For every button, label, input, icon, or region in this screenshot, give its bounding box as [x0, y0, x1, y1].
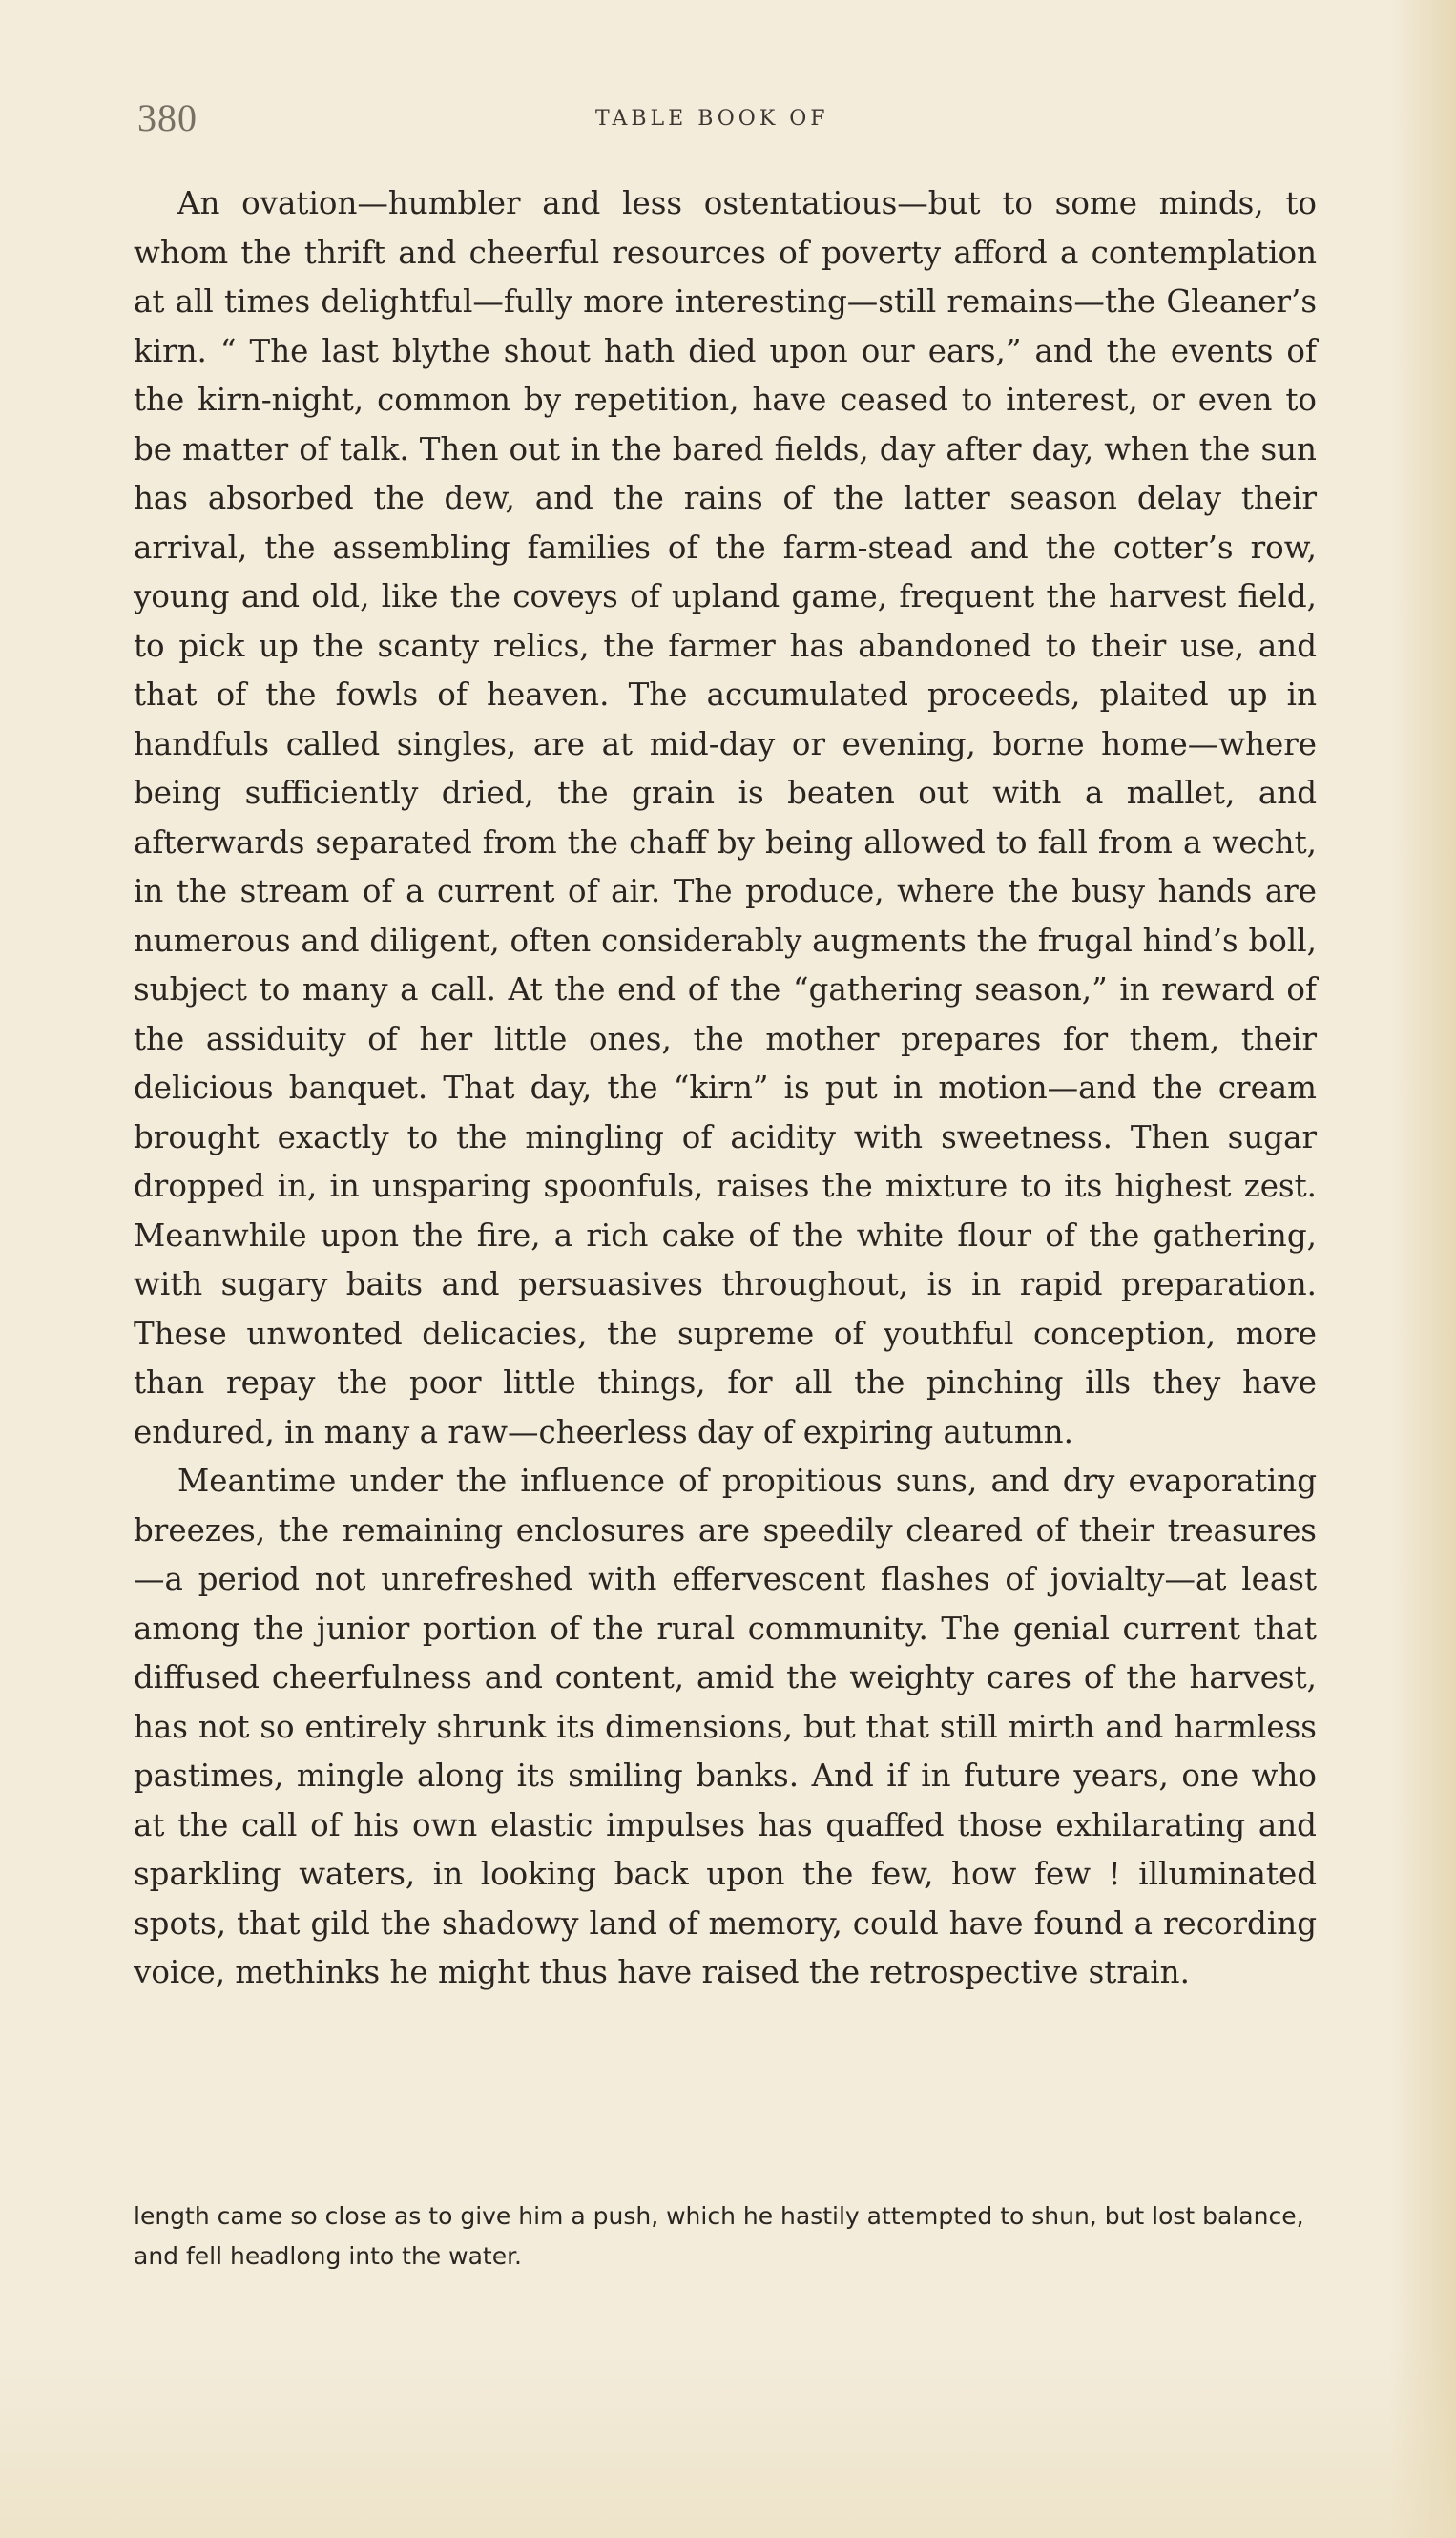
footnote: length came so close as to give him a push, which he hastily attempted to shun, but lost balance, and fell headlong into the water.	[134, 2202, 1304, 2270]
running-head: TABLE BOOK OF	[595, 107, 829, 131]
paragraph: An ovation—humbler and less ostentatious—but to some minds, to whom the thrift and cheerful resources of poverty afford a contemplation at all times delightful—fully more interesting—still remains—the Gleaner’s kirn. “ The last blythe shout hath died upon our ears,” and the events of the kirn-night, common by repetition, have ceased to interest, or even to be matter of talk. Then out in the bared fields, day after day, when the sun has absorbed the dew, and the rains of the latter season delay their arrival, the assembling families of the farm-stead and the cotter’s row, young and old, like the coveys of upland game, frequent the harvest field, to pick up the scanty relics, the farmer has abandoned to their use, and that of the fowls of heaven. The accumulated proceeds, plaited up in handfuls called singles, are at mid-day or evening, borne home—where being sufficiently dried, the grain is beaten out with a mallet, and afterwards separated from the chaff by being allowed to fall from a wecht, in the stream of a current of air. The produce, where the busy hands are numerous and diligent, often considerably augments the frugal hind’s boll, subject to many a call. At the end of the “gathering season,” in reward of the assiduity of her little ones, the mother prepares for them, their delicious banquet. That day, the “kirn” is put in motion—and the cream brought exactly to the mingling of acidity with sweetness. Then sugar dropped in, in unsparing spoonfuls, raises the mixture to its highest zest. Meanwhile upon the fire, a rich cake of the white flour of the gathering, with sugary baits and persuasives throughout, is in rapid preparation. These unwonted delicacies, the supreme of youthful conception, more than repay the poor little things, for all the pinching ills they have endured, in many a raw—cheerless day of expiring autumn.	[134, 185, 1317, 1450]
page-bottom-tint	[0, 2347, 1456, 2538]
paragraph: Meantime under the influence of propitious suns, and dry evaporating breezes, the remaining enclosures are speedily cleared of their treasures—a period not unrefreshed with effervescent flashes of jovialty—at least among the junior portion of the rural community. The genial current that diffused cheerfulness and content, amid the weighty cares of the harvest, has not so entirely shrunk its dimensions, but that still mirth and harmless pastimes, mingle along its smiling banks. And if in future years, one who at the call of his own elastic impulses has quaffed those exhilarating and sparkling waters, in looking back upon the few, how few ! illuminated spots, that gild the shadowy land of memory, could have found a recording voice, methinks he might thus have raised the retrospective strain.	[134, 1463, 1317, 1990]
page-edge-shadow	[1389, 0, 1456, 2538]
page-header	[137, 95, 1330, 153]
body-text	[134, 179, 1317, 1998]
page-number: 380	[137, 96, 198, 139]
